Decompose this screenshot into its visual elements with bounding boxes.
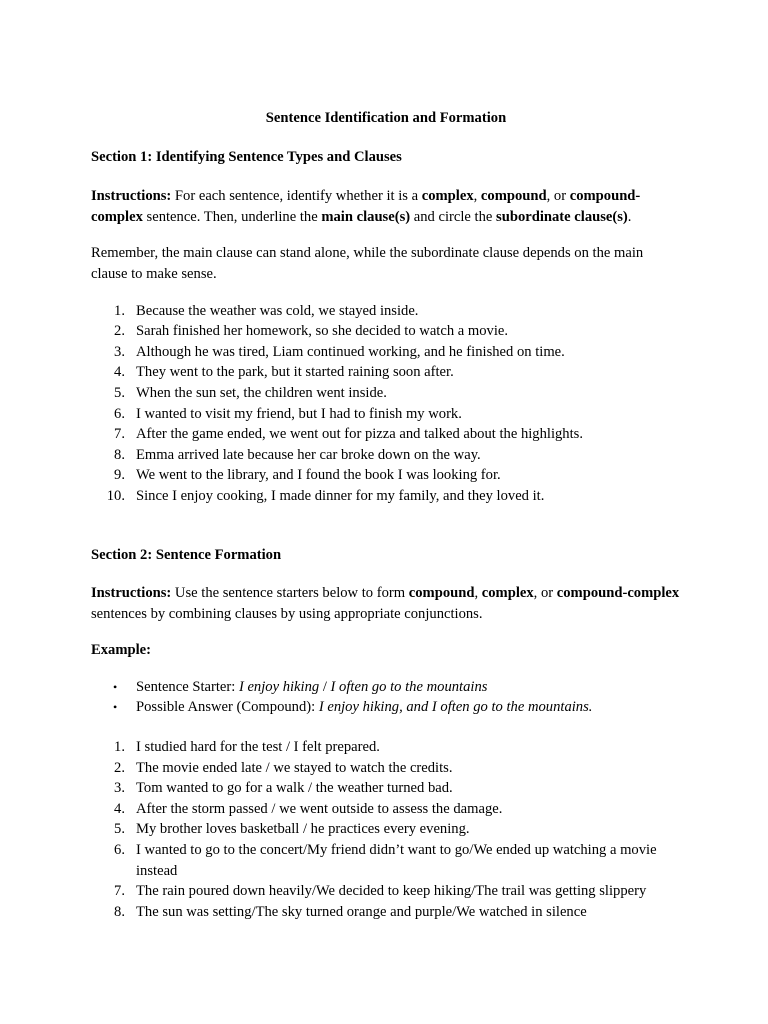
list-item-number: 3. <box>114 780 125 797</box>
section2-instructions-label: Instructions: <box>91 585 172 602</box>
list-item <box>91 424 681 445</box>
list-item-number: 8. <box>114 446 125 463</box>
list-item <box>91 902 681 923</box>
list-item-text: I wanted to go to the concert/My friend didn’t want to go/We ended up watching a movie instead <box>136 842 657 879</box>
list-item-text: Emma arrived late because her car broke down on the way. <box>136 446 481 463</box>
list-item: • Sentence Starter: I enjoy hiking / I often go to the mountains <box>91 677 681 698</box>
section1-instructions-label: Instructions: <box>91 188 172 205</box>
list-item-text: My brother loves basketball / he practices every evening. <box>136 821 470 838</box>
section1-instructions: Instructions: For each sentence, identify whether it is a complex, compound, or compound-complex sentence. Then, underline the main clause(s) and circle the subordinate clause(s). <box>91 188 641 225</box>
list-item-number: 7. <box>114 883 125 900</box>
list-item <box>91 486 681 507</box>
section2-instructions: Instructions: Use the sentence starters below to form compound, complex, or compound-complex sentences by combining clauses by using appropriate conjunctions. <box>91 585 680 622</box>
list-item-number: 6. <box>114 405 125 422</box>
section1-sentence-list <box>91 301 681 507</box>
list-item-number: 3. <box>114 343 125 360</box>
list-item <box>91 778 681 799</box>
list-item <box>91 465 681 486</box>
list-item <box>91 445 681 466</box>
list-item <box>91 321 681 342</box>
list-item-number: 2. <box>114 323 125 340</box>
list-item-text: After the storm passed / we went outside to assess the damage. <box>136 800 503 817</box>
list-item-number: 2. <box>114 759 125 776</box>
list-item-text: The rain poured down heavily/We decided to keep hiking/The trail was getting slippery <box>136 883 647 900</box>
bullet-icon: • <box>113 679 118 694</box>
list-item-number: 1. <box>114 302 125 319</box>
list-item-text: They went to the park, but it started raining soon after. <box>136 364 454 381</box>
list-item-number: 10. <box>106 487 125 504</box>
section2-starter-list <box>91 737 681 922</box>
section1-heading: Section 1: Identifying Sentence Types and Clauses <box>91 148 402 165</box>
document-content <box>91 108 681 922</box>
list-item <box>91 799 681 820</box>
list-item-number: 5. <box>114 821 125 838</box>
list-item <box>91 819 681 840</box>
example-bullet-list <box>91 677 681 718</box>
list-item <box>91 840 681 881</box>
list-item-text: We went to the library, and I found the book I was looking for. <box>136 467 501 484</box>
list-item-text: The sun was setting/The sky turned orange and purple/We watched in silence <box>136 903 587 920</box>
list-item <box>91 881 681 902</box>
list-item-text: Although he was tired, Liam continued working, and he finished on time. <box>136 343 565 360</box>
list-item-number: 4. <box>114 800 125 817</box>
list-item <box>91 362 681 383</box>
list-item <box>91 737 681 758</box>
list-item <box>91 301 681 322</box>
list-item-number: 1. <box>114 739 125 756</box>
list-item <box>91 383 681 404</box>
list-item: • Possible Answer (Compound): I enjoy hiking, and I often go to the mountains. <box>91 697 681 718</box>
list-item-number: 8. <box>114 903 125 920</box>
list-item-number: 6. <box>114 842 125 859</box>
document-title: Sentence Identification and Formation <box>265 110 507 126</box>
list-item-text: Since I enjoy cooking, I made dinner for my family, and they loved it. <box>136 487 545 504</box>
list-item-text: After the game ended, we went out for pizza and talked about the highlights. <box>136 426 583 443</box>
list-item-text: When the sun set, the children went inside. <box>136 384 387 401</box>
list-item-number: 4. <box>114 364 125 381</box>
bullet-icon: • <box>113 700 118 715</box>
list-item <box>91 404 681 425</box>
list-item-text: I wanted to visit my friend, but I had to finish my work. <box>136 405 462 422</box>
section2-heading: Section 2: Sentence Formation <box>91 546 282 563</box>
list-item-text: The movie ended late / we stayed to watch the credits. <box>136 759 453 776</box>
list-item-number: 9. <box>114 467 125 484</box>
list-item-text: Sarah finished her homework, so she decided to watch a movie. <box>136 323 509 340</box>
example-label: Example: <box>91 642 151 659</box>
list-item-text: Because the weather was cold, we stayed inside. <box>136 302 419 319</box>
list-item-text: Tom wanted to go for a walk / the weather turned bad. <box>136 780 453 797</box>
list-item-number: 5. <box>114 384 125 401</box>
list-item-number: 7. <box>114 426 125 443</box>
list-item <box>91 342 681 363</box>
section1-remember-note: Remember, the main clause can stand alone, while the subordinate clause depends on the main clause to make sense. <box>91 245 644 282</box>
list-item <box>91 758 681 779</box>
list-item-text: I studied hard for the test / I felt prepared. <box>136 739 380 756</box>
